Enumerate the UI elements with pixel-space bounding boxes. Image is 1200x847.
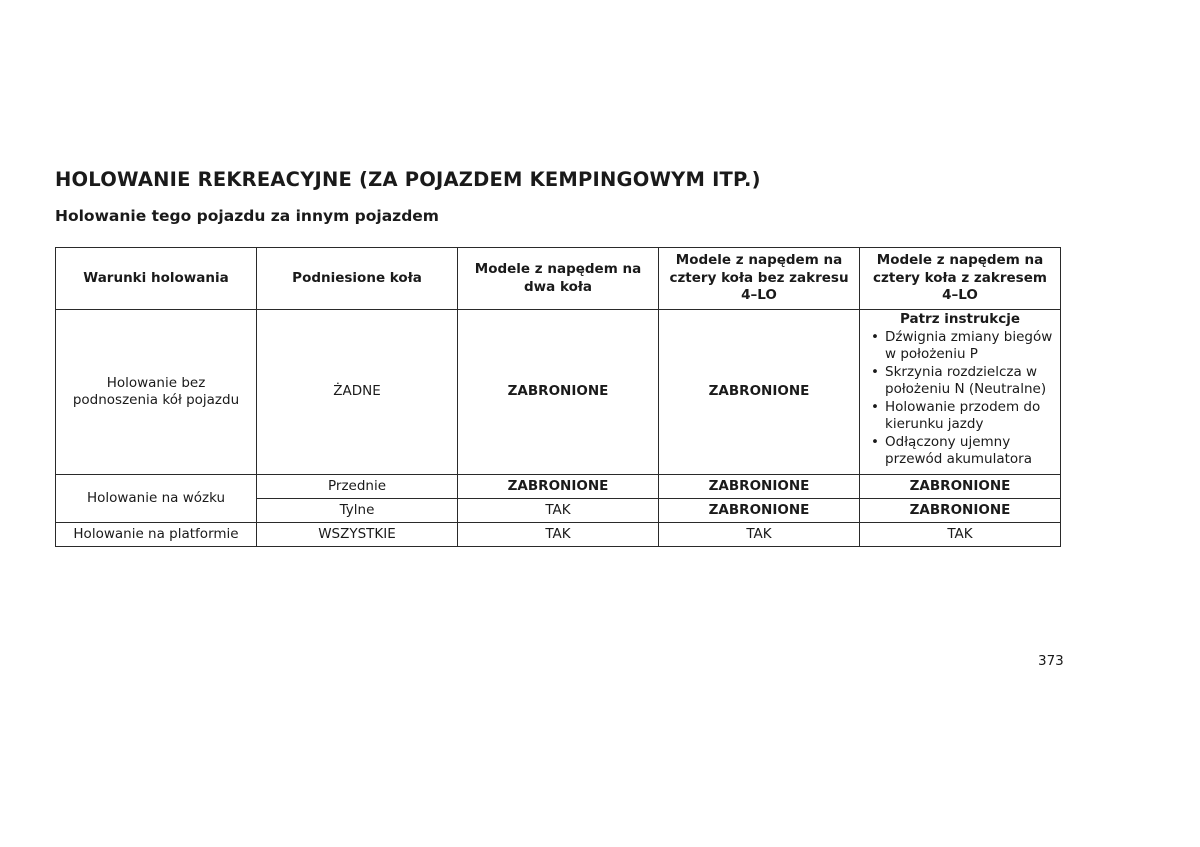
cell-two-wd: TAK [458, 499, 659, 523]
instructions-list [866, 329, 1054, 469]
cell-lifted-wheels: ŻADNE [257, 310, 458, 475]
cell-four-wd-no-lo: TAK [659, 523, 860, 547]
bullet-icon: • [871, 398, 879, 415]
list-item [866, 399, 1054, 434]
page-number: 373 [1038, 653, 1064, 669]
header-lifted-wheels: Podniesione koła [257, 248, 458, 310]
cell-lifted-wheels: Przednie [257, 475, 458, 499]
bullet-icon: • [871, 433, 879, 450]
cell-condition: Holowanie na wózku [56, 475, 257, 523]
header-two-wheel-drive: Modele z napędem na dwa koła [458, 248, 659, 310]
cell-lifted-wheels: Tylne [257, 499, 458, 523]
cell-two-wd: ZABRONIONE [458, 310, 659, 475]
cell-four-wd-lo: ZABRONIONE [860, 499, 1061, 523]
table-header-row [56, 248, 1061, 310]
cell-two-wd: ZABRONIONE [458, 475, 659, 499]
bullet-icon: • [871, 328, 879, 345]
table-row-dolly-front [56, 475, 1061, 499]
instruction-text: Dźwignia zmiany biegów w położeniu P [885, 328, 1053, 362]
list-item [866, 329, 1054, 364]
cell-four-wd-lo: TAK [860, 523, 1061, 547]
cell-condition: Holowanie bez podnoszenia kół pojazdu [56, 310, 257, 475]
section-title: Holowanie tego pojazdu za innym pojazdem [55, 207, 439, 225]
cell-four-wd-no-lo: ZABRONIONE [659, 499, 860, 523]
list-item [866, 434, 1054, 469]
towing-table [55, 247, 1061, 547]
cell-four-wd-no-lo: ZABRONIONE [659, 475, 860, 499]
table-row-no-lift [56, 310, 1061, 475]
cell-four-wd-lo-instructions [860, 310, 1061, 475]
cell-four-wd-no-lo: ZABRONIONE [659, 310, 860, 475]
cell-four-wd-lo: ZABRONIONE [860, 475, 1061, 499]
cell-lifted-wheels: WSZYSTKIE [257, 523, 458, 547]
cell-two-wd: TAK [458, 523, 659, 547]
header-towing-conditions: Warunki holowania [56, 248, 257, 310]
instruction-text: Skrzynia rozdzielcza w położeniu N (Neutralne) [885, 363, 1047, 397]
table-row-flatbed [56, 523, 1061, 547]
page-title: HOLOWANIE REKREACYJNE (ZA POJAZDEM KEMPINGOWYM ITP.) [55, 168, 761, 191]
header-four-wheel-drive-lo: Modele z napędem na cztery koła z zakresem 4–LO [860, 248, 1061, 310]
instruction-text: Odłączony ujemny przewód akumulatora [885, 433, 1033, 467]
bullet-icon: • [871, 363, 879, 380]
instructions-title: Patrz instrukcje [899, 311, 1021, 327]
list-item [866, 364, 1054, 399]
cell-condition: Holowanie na platformie [56, 523, 257, 547]
instruction-text: Holowanie przodem do kierunku jazdy [885, 398, 1041, 432]
header-four-wheel-drive-no-lo: Modele z napędem na cztery koła bez zakresu 4–LO [659, 248, 860, 310]
